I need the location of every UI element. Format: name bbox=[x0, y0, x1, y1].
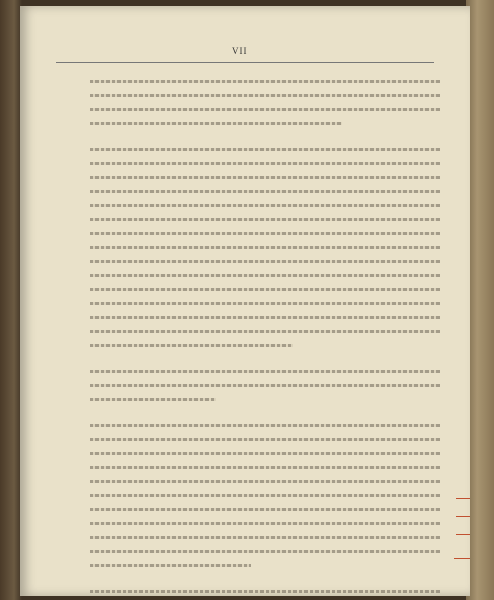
page-body-text-illegible bbox=[90, 76, 440, 596]
text-line bbox=[90, 536, 440, 546]
text-line bbox=[90, 494, 440, 504]
text-line bbox=[90, 122, 440, 132]
text-line bbox=[90, 466, 440, 476]
text-line bbox=[90, 204, 440, 214]
text-line bbox=[90, 424, 440, 434]
text-line bbox=[90, 452, 440, 462]
text-line bbox=[90, 108, 440, 118]
text-line bbox=[90, 302, 440, 312]
text-line bbox=[90, 384, 440, 394]
text-line bbox=[90, 564, 440, 574]
text-line bbox=[90, 274, 440, 284]
text-line bbox=[90, 370, 440, 380]
book-page bbox=[20, 6, 470, 596]
text-line bbox=[90, 176, 440, 186]
text-line bbox=[90, 590, 440, 596]
text-line bbox=[90, 94, 440, 104]
page-folio: VII bbox=[232, 46, 248, 56]
header-rule bbox=[56, 62, 434, 63]
text-line bbox=[90, 218, 440, 228]
book-spine bbox=[466, 0, 494, 600]
text-line bbox=[90, 344, 440, 354]
text-line bbox=[90, 438, 440, 448]
text-line bbox=[90, 330, 440, 340]
text-line bbox=[90, 288, 440, 298]
text-line bbox=[90, 480, 440, 490]
text-line bbox=[90, 190, 440, 200]
text-line bbox=[90, 162, 440, 172]
text-line bbox=[90, 398, 440, 408]
text-line bbox=[90, 522, 440, 532]
text-line bbox=[90, 246, 440, 256]
text-line bbox=[90, 550, 440, 560]
text-line bbox=[90, 508, 440, 518]
text-line bbox=[90, 148, 440, 158]
margin-pencil-marks bbox=[452, 492, 470, 582]
text-line bbox=[90, 260, 440, 270]
text-line bbox=[90, 232, 440, 242]
text-line bbox=[90, 80, 440, 90]
text-line bbox=[90, 316, 440, 326]
